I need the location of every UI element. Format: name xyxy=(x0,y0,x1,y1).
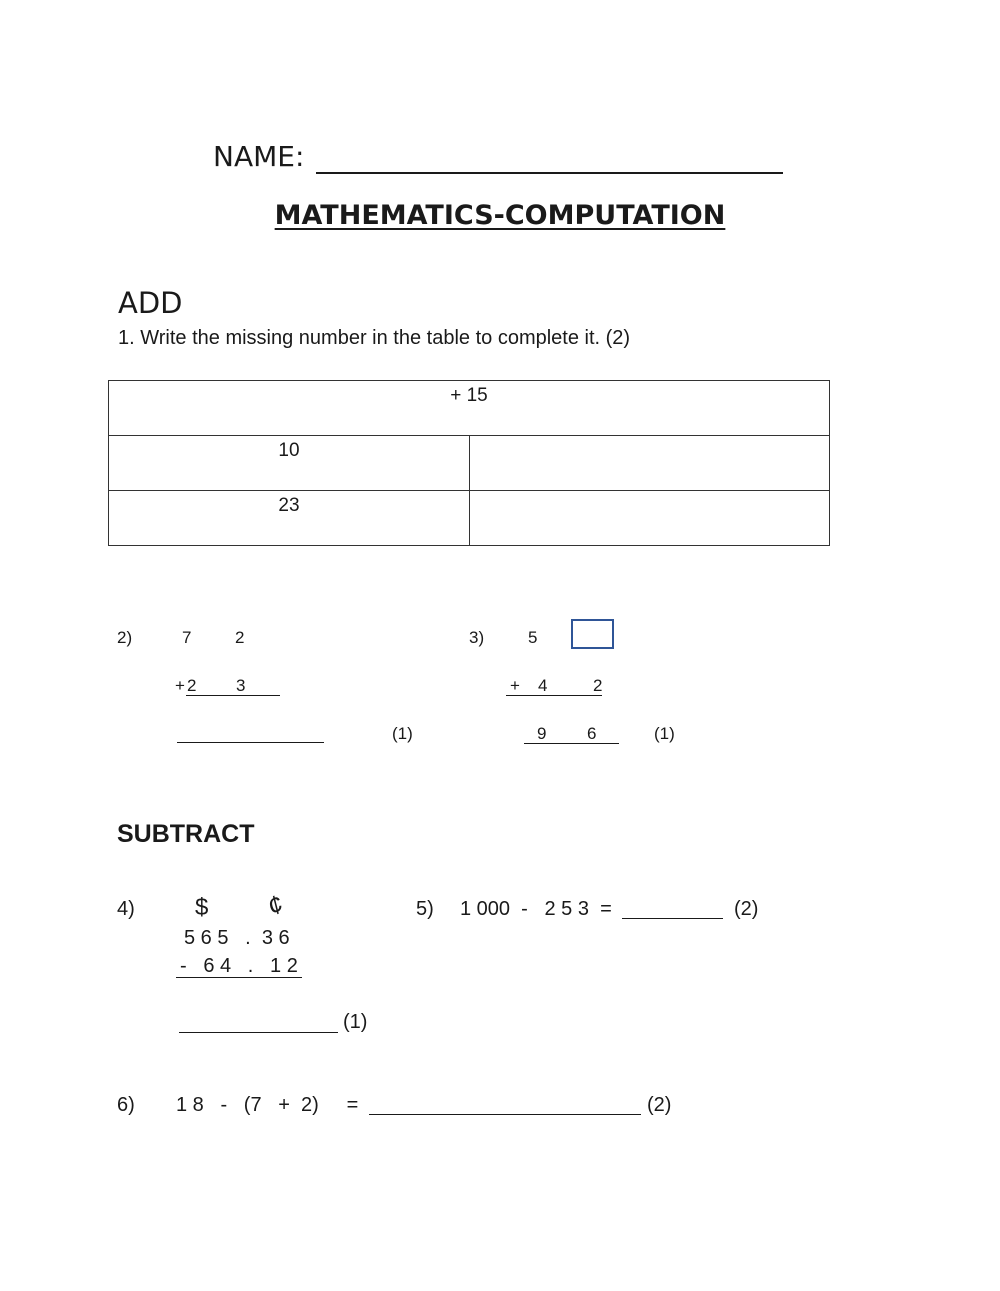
q6-answer-field[interactable] xyxy=(369,1114,641,1115)
q3-plus-sign: + xyxy=(510,676,520,695)
q6-marks: (2) xyxy=(647,1094,672,1116)
q4-subtraction-line xyxy=(176,977,302,978)
q4-bottom-number: - 6 4 . 1 2 xyxy=(180,955,298,977)
missing-number-table xyxy=(108,380,830,546)
q5-marks: (2) xyxy=(734,898,759,920)
q5-answer-field[interactable] xyxy=(622,918,723,919)
q2-bottom-tens: 2 xyxy=(187,676,197,695)
q4-marks: (1) xyxy=(343,1011,368,1033)
table-header-cell: + 15 xyxy=(109,381,830,436)
question-2-label: 2) xyxy=(117,628,133,647)
section-subtract-heading: SUBTRACT xyxy=(117,820,255,848)
q3-missing-digit-box[interactable] xyxy=(571,619,614,649)
q3-result-ones: 6 xyxy=(587,724,597,743)
table-answer-cell[interactable] xyxy=(470,491,830,546)
q3-result-tens: 9 xyxy=(537,724,547,743)
q3-bottom-ones: 2 xyxy=(593,676,603,695)
q4-answer-field[interactable] xyxy=(179,1032,338,1033)
q3-marks: (1) xyxy=(654,724,675,743)
table-answer-cell[interactable] xyxy=(470,436,830,491)
q2-top-ones: 2 xyxy=(235,628,245,647)
question-5-label: 5) xyxy=(416,898,434,920)
q4-top-number: 5 6 5 . 3 6 xyxy=(184,927,290,949)
table-input-cell: 23 xyxy=(109,491,470,546)
q2-bottom-ones: 3 xyxy=(236,676,246,695)
question-3-label: 3) xyxy=(469,628,485,647)
q2-top-tens: 7 xyxy=(182,628,192,647)
table-input-cell: 10 xyxy=(109,436,470,491)
q3-bottom-tens: 4 xyxy=(538,676,548,695)
q2-answer-field[interactable] xyxy=(177,742,324,743)
question-4-label: 4) xyxy=(117,898,135,920)
question-6-label: 6) xyxy=(117,1094,135,1116)
q6-expression: 1 8 - (7 + 2) = xyxy=(176,1094,359,1116)
cents-symbol: ¢ xyxy=(262,888,288,922)
question-1-instruction: 1. Write the missing number in the table to complete it. (2) xyxy=(118,327,631,349)
dollar-symbol: $ xyxy=(195,894,209,921)
q3-top-tens: 5 xyxy=(528,628,538,647)
q2-marks: (1) xyxy=(392,724,413,743)
name-label: NAME: xyxy=(213,140,305,173)
q5-expression: 1 000 - 2 5 3 = xyxy=(460,898,612,920)
q3-addition-line xyxy=(506,695,602,696)
table-row xyxy=(109,436,830,491)
name-field[interactable] xyxy=(316,172,783,174)
page-title: MATHEMATICS-COMPUTATION xyxy=(274,200,726,231)
q2-addition-line xyxy=(186,695,280,696)
section-add-heading: ADD xyxy=(118,286,183,320)
q3-result-line xyxy=(524,743,619,744)
table-row xyxy=(109,491,830,546)
q2-plus-sign: + xyxy=(175,676,185,695)
